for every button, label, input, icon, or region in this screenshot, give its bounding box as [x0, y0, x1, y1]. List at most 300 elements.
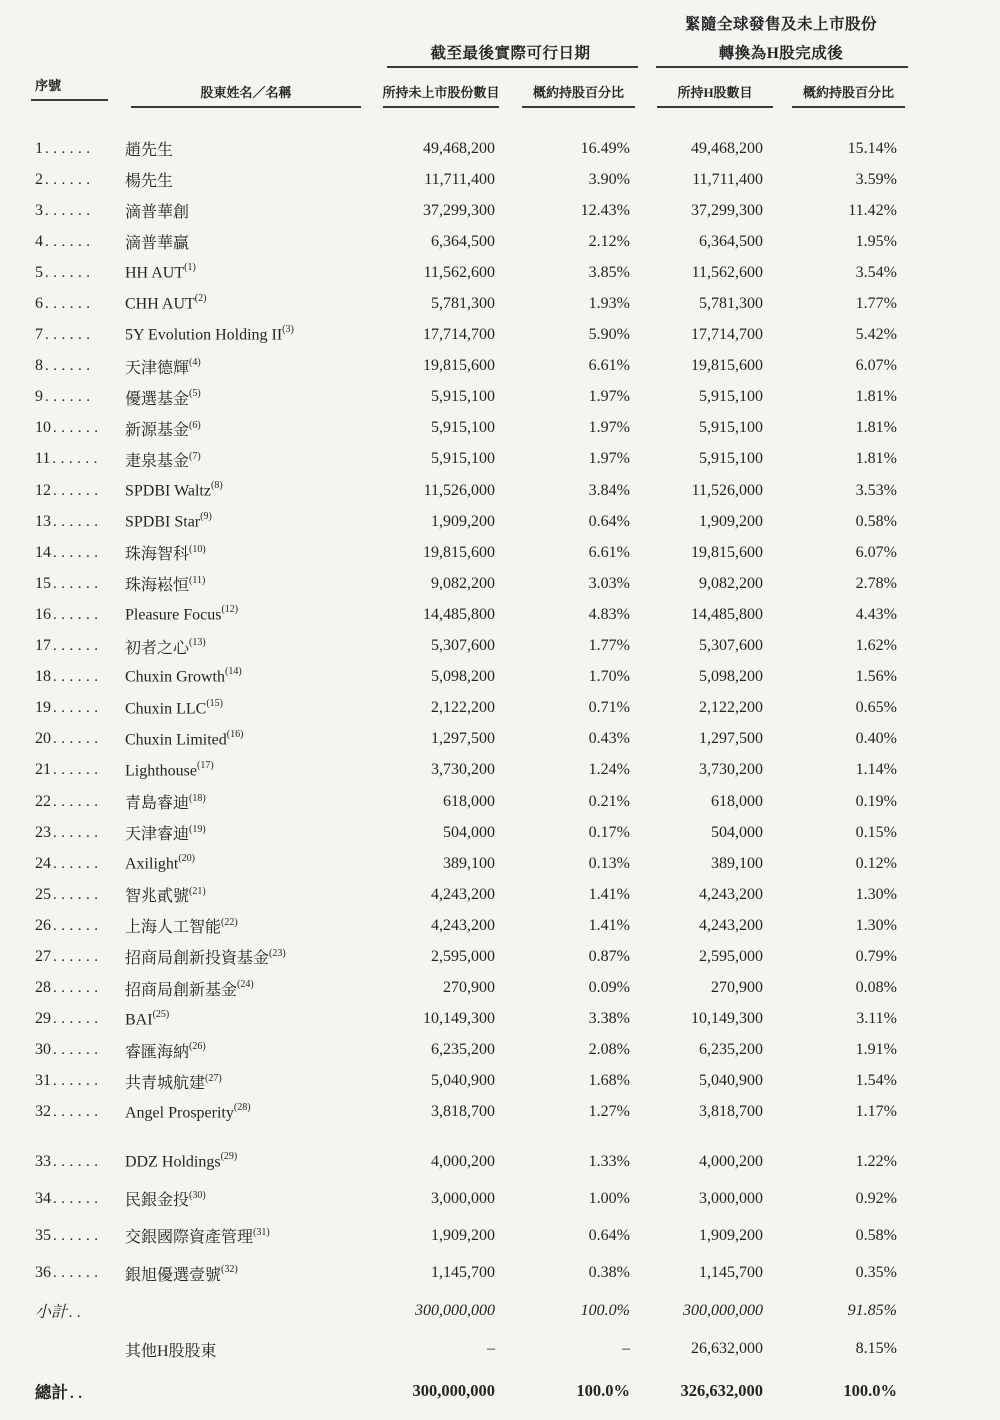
cell-pct-before: 1.70% — [588, 668, 630, 686]
cell-h-shares: 10,149,300 — [691, 1010, 763, 1028]
cell-shareholder-name: Axilight$^{(20)}$ — [125, 853, 196, 873]
cell-subtotal-label: 小計 .. — [35, 1304, 86, 1322]
cell-h-shares: 5,915,100 — [699, 419, 763, 437]
table-row — [35, 1180, 905, 1217]
cell-shareholder-name: 招商局創新投資基金$^{(23)}$ — [125, 948, 286, 968]
cell-ordinal: 29 ...... — [35, 1010, 103, 1028]
cell-pct-after: 0.19% — [855, 792, 897, 810]
cell-h-shares: 3,730,200 — [699, 761, 763, 779]
cell-pct-before: 3.03% — [588, 574, 630, 592]
cell-pct-after: 0.15% — [855, 823, 897, 841]
table-row — [35, 879, 905, 910]
group-rule-right — [656, 66, 908, 68]
cell-shareholder-name: 初者之心$^{(13)}$ — [125, 637, 206, 657]
cell-h-shares: 5,915,100 — [699, 388, 763, 406]
cell-pct-after: 3.53% — [855, 481, 897, 499]
cell-pct-after: 0.92% — [855, 1189, 897, 1207]
cell-unlisted-shares: 389,100 — [443, 854, 495, 872]
cell-shareholder-name: Chuxin Limited$^{(16)}$ — [125, 728, 244, 748]
cell-pct-after: 0.58% — [855, 1226, 897, 1244]
cell-shareholder-name: Lighthouse$^{(17)}$ — [125, 759, 214, 780]
cell-shareholder-name: 珠海智科$^{(10)}$ — [125, 543, 206, 564]
cell-ordinal: 2 ...... — [35, 170, 95, 188]
cell-shareholder-name: 共青城航建$^{(27)}$ — [125, 1072, 222, 1092]
cell-pct-after: 100.0% — [843, 1380, 897, 1400]
table-row — [35, 164, 905, 195]
cell-ordinal: 25 ...... — [35, 885, 103, 903]
table-row — [35, 413, 905, 444]
cell-h-shares: 5,781,300 — [699, 295, 763, 313]
cell-pct-before: 1.00% — [588, 1189, 630, 1207]
cell-shareholder-name: BAI$^{(25)}$ — [125, 1008, 170, 1028]
cell-ordinal: 23 ...... — [35, 823, 103, 841]
cell-unlisted-shares: 4,243,200 — [431, 916, 495, 934]
cell-ordinal: 8 ...... — [35, 357, 95, 375]
cell-ordinal: 17 ...... — [35, 637, 103, 655]
table-row — [35, 1097, 905, 1128]
footnote-superscript: (18) — [189, 792, 206, 804]
table-row — [35, 1004, 905, 1035]
cell-ordinal: 28 ...... — [35, 979, 103, 997]
cell-pct-before: 1.93% — [588, 295, 630, 313]
cell-unlisted-shares: 3,730,200 — [431, 761, 495, 779]
cell-pct-before: 1.97% — [588, 388, 630, 406]
table-row — [35, 475, 905, 506]
cell-unlisted-shares: 17,714,700 — [423, 326, 495, 344]
cell-shareholder-name: 上海人工智能$^{(22)}$ — [125, 917, 238, 937]
cell-shareholder-name: 青島睿迪$^{(18)}$ — [125, 792, 206, 813]
table-row — [35, 288, 905, 319]
cell-pct-before: 1.33% — [588, 1152, 630, 1170]
cell-h-shares: 5,098,200 — [699, 668, 763, 686]
cell-shareholder-name: Chuxin LLC$^{(15)}$ — [125, 697, 224, 717]
cell-pct-after: 15.14% — [847, 139, 897, 157]
cell-pct-before: 5.90% — [588, 326, 630, 344]
cell-ordinal: 3 ...... — [35, 201, 95, 219]
cell-unlisted-shares: 270,900 — [443, 979, 495, 997]
cell-pct-before: 0.43% — [588, 730, 630, 748]
cell-pct-after: 0.40% — [855, 730, 897, 748]
footnote-superscript: (20) — [178, 853, 196, 865]
cell-ordinal: 18 ...... — [35, 668, 103, 686]
footnote-superscript: (17) — [197, 759, 214, 771]
cell-unlisted-shares: 1,297,500 — [431, 730, 495, 748]
footnote-superscript: (8) — [210, 479, 223, 491]
cell-h-shares: 6,364,500 — [699, 232, 763, 250]
table-row — [35, 1143, 905, 1180]
cell-ordinal: 11 ...... — [35, 450, 102, 468]
cell-unlisted-shares: 2,595,000 — [431, 947, 495, 965]
cell-pct-after: 1.81% — [855, 388, 897, 406]
cell-ordinal: 36 ...... — [35, 1264, 103, 1282]
footnote-superscript: (13) — [189, 637, 206, 649]
cell-pct-before: – — [622, 1340, 630, 1358]
table-row — [35, 351, 905, 382]
cell-pct-after: 0.35% — [855, 1264, 897, 1282]
cell-pct-after: 6.07% — [855, 543, 897, 561]
cell-pct-after: 3.54% — [855, 263, 897, 281]
cell-h-shares: 300,000,000 — [683, 1301, 763, 1319]
cell-pct-before: 1.97% — [588, 419, 630, 437]
footnote-superscript: (25) — [152, 1008, 170, 1020]
cell-shareholder-name: 睿匯海納$^{(26)}$ — [125, 1041, 206, 1061]
cell-pct-after: 0.65% — [855, 699, 897, 717]
cell-ordinal: 26 ...... — [35, 916, 103, 934]
cell-pct-before: 6.61% — [588, 543, 630, 561]
cell-pct-before: 0.17% — [588, 823, 630, 841]
cell-h-shares: 11,711,400 — [692, 170, 763, 188]
footnote-superscript: (16) — [226, 728, 244, 740]
footnote-superscript: (6) — [189, 419, 201, 431]
cell-pct-after: 1.91% — [855, 1041, 897, 1059]
cell-ordinal: 7 ...... — [35, 326, 95, 344]
cell-unlisted-shares: 6,235,200 — [431, 1041, 495, 1059]
cell-pct-after: 4.43% — [855, 605, 897, 623]
cell-ordinal: 5 ...... — [35, 263, 95, 281]
cell-shareholder-name: CHH AUT$^{(2)}$ — [125, 293, 207, 313]
cell-pct-before: 1.97% — [588, 450, 630, 468]
cell-pct-before: 1.27% — [588, 1103, 630, 1121]
cell-h-shares: 270,900 — [711, 979, 763, 997]
table-row — [35, 444, 905, 475]
cell-shareholder-name: 疌泉基金$^{(7)}$ — [125, 450, 201, 470]
cell-shareholder-name: 天津睿迪$^{(19)}$ — [125, 823, 206, 844]
cell-total-label: 總計 .. — [35, 1382, 87, 1402]
cell-shareholder-name: 銀旭優選壹號$^{(32)}$ — [125, 1264, 238, 1284]
cell-pct-before: 3.38% — [588, 1010, 630, 1028]
cell-unlisted-shares: 1,909,200 — [431, 1226, 495, 1244]
table-row — [35, 382, 905, 413]
cell-h-shares: 11,526,000 — [691, 481, 763, 499]
cell-shareholder-name: 珠海崧恒$^{(11)}$ — [125, 575, 206, 595]
table-row-other-h-shareholders — [35, 1330, 905, 1369]
footnote-superscript: (3) — [282, 324, 294, 336]
cell-pct-after: 1.81% — [855, 419, 897, 437]
cell-shareholder-name: HH AUT$^{(1)}$ — [125, 262, 196, 282]
cell-pct-before: 16.49% — [580, 139, 630, 157]
cell-ordinal: 22 ...... — [35, 792, 103, 810]
cell-pct-before: 6.61% — [588, 357, 630, 375]
cell-h-shares: 618,000 — [711, 792, 763, 810]
footnote-superscript: (21) — [189, 885, 206, 897]
cell-unlisted-shares: 11,562,600 — [423, 263, 495, 281]
cell-unlisted-shares: 19,815,600 — [423, 543, 495, 561]
cell-ordinal: 20 ...... — [35, 730, 103, 748]
cell-ordinal: 9 ...... — [35, 388, 95, 406]
footnote-superscript: (26) — [189, 1041, 206, 1053]
footnote-superscript: (11) — [189, 575, 206, 587]
footnote-superscript: (28) — [233, 1101, 251, 1113]
cell-unlisted-shares: 3,000,000 — [431, 1189, 495, 1207]
cell-pct-before: 0.71% — [588, 699, 630, 717]
cell-unlisted-shares: 11,526,000 — [423, 481, 495, 499]
cell-pct-after: 1.81% — [855, 450, 897, 468]
cell-unlisted-shares: 2,122,200 — [431, 699, 495, 717]
cell-unlisted-shares: 5,307,600 — [431, 637, 495, 655]
cell-unlisted-shares: 6,364,500 — [431, 232, 495, 250]
table-row — [35, 599, 905, 630]
cell-pct-before: 3.90% — [588, 170, 630, 188]
cell-shareholder-name: 滴普華創 — [125, 204, 190, 222]
cell-ordinal: 16 ...... — [35, 605, 103, 623]
table-row-total — [35, 1369, 905, 1413]
cell-ordinal: 34 ...... — [35, 1189, 103, 1207]
cell-shareholder-name: Angel Prosperity$^{(28)}$ — [125, 1101, 251, 1122]
cell-h-shares: 14,485,800 — [691, 605, 763, 623]
cell-shareholder-name: 招商局創新基金$^{(24)}$ — [125, 979, 254, 999]
cell-pct-after: 3.11% — [856, 1010, 897, 1028]
table-row — [35, 226, 905, 257]
cell-h-shares: 37,299,300 — [691, 201, 763, 219]
cell-h-shares: 5,915,100 — [699, 450, 763, 468]
cell-pct-after: 1.54% — [855, 1072, 897, 1090]
cell-ordinal: 35 ...... — [35, 1226, 103, 1244]
cell-pct-before: 0.64% — [588, 512, 630, 530]
cell-shareholder-name: 智兆貳號$^{(21)}$ — [125, 885, 206, 906]
cell-shareholder-name: SPDBI Waltz$^{(8)}$ — [125, 479, 223, 500]
cell-h-shares: 49,468,200 — [691, 139, 763, 157]
cell-unlisted-shares: 3,818,700 — [431, 1103, 495, 1121]
cell-pct-after: 0.12% — [855, 854, 897, 872]
column-header-seq: 序號 — [31, 73, 108, 101]
footnote-superscript: (4) — [189, 357, 201, 369]
cell-pct-before: 1.68% — [588, 1072, 630, 1090]
cell-pct-after: 0.08% — [855, 979, 897, 997]
cell-h-shares: 11,562,600 — [691, 263, 763, 281]
table-row — [35, 537, 905, 568]
cell-ordinal: 12 ...... — [35, 481, 103, 499]
cell-shareholder-name: SPDBI Star$^{(9)}$ — [125, 511, 212, 531]
footnote-superscript: (12) — [221, 604, 239, 616]
cell-pct-before: 4.83% — [588, 605, 630, 623]
cell-pct-before: 0.38% — [588, 1264, 630, 1282]
footnote-superscript: (24) — [237, 979, 254, 991]
cell-pct-after: 5.42% — [855, 326, 897, 344]
cell-shareholder-name: 優選基金$^{(5)}$ — [125, 388, 201, 408]
cell-ordinal: 6 ...... — [35, 295, 95, 313]
cell-pct-after: 1.22% — [855, 1152, 897, 1170]
footnote-superscript: (30) — [189, 1189, 206, 1201]
footnote-superscript: (14) — [225, 666, 242, 678]
footnote-superscript: (10) — [189, 543, 206, 555]
cell-pct-after: 1.62% — [855, 637, 897, 655]
footnote-superscript: (29) — [220, 1150, 238, 1162]
column-header-shareholder-name: 股東姓名／名稱 — [131, 73, 361, 108]
footnote-superscript: (22) — [221, 917, 238, 929]
cell-h-shares: 26,632,000 — [691, 1340, 763, 1358]
cell-pct-before: 0.21% — [588, 792, 630, 810]
cell-unlisted-shares: 5,040,900 — [431, 1072, 495, 1090]
cell-h-shares: 4,000,200 — [699, 1152, 763, 1170]
cell-h-shares: 4,243,200 — [699, 916, 763, 934]
cell-unlisted-shares: 5,915,100 — [431, 388, 495, 406]
cell-shareholder-name: 民銀金投$^{(30)}$ — [125, 1189, 206, 1210]
cell-shareholder-name: 滴普華贏 — [125, 235, 190, 253]
cell-pct-after: 91.85% — [847, 1301, 897, 1319]
cell-h-shares: 1,909,200 — [699, 1226, 763, 1244]
cell-ordinal: 15 ...... — [35, 574, 103, 592]
column-header-pct-after: 概約持股百分比 — [792, 73, 905, 108]
cell-pct-after: 1.77% — [855, 295, 897, 313]
table-row — [35, 786, 905, 817]
cell-h-shares: 1,145,700 — [699, 1264, 763, 1282]
cell-unlisted-shares: 5,781,300 — [431, 295, 495, 313]
cell-pct-after: 0.79% — [855, 947, 897, 965]
cell-unlisted-shares: 1,909,200 — [431, 512, 495, 530]
cell-pct-after: 1.56% — [855, 668, 897, 686]
cell-pct-after: 1.14% — [855, 761, 897, 779]
cell-h-shares: 4,243,200 — [699, 885, 763, 903]
cell-pct-after: 0.58% — [855, 512, 897, 530]
table-row — [35, 817, 905, 848]
cell-unlisted-shares: 504,000 — [443, 823, 495, 841]
footnote-superscript: (5) — [189, 388, 201, 400]
cell-ordinal: 14 ...... — [35, 543, 103, 561]
cell-ordinal: 32 ...... — [35, 1103, 103, 1121]
cell-h-shares: 2,595,000 — [699, 947, 763, 965]
cell-pct-after: 1.17% — [855, 1103, 897, 1121]
cell-unlisted-shares: 9,082,200 — [431, 574, 495, 592]
cell-pct-after: 1.30% — [855, 916, 897, 934]
table-row — [35, 1066, 905, 1097]
cell-pct-before: 2.12% — [588, 232, 630, 250]
cell-ordinal: 19 ...... — [35, 699, 103, 717]
cell-pct-after: 3.59% — [855, 170, 897, 188]
table-row-subtotal — [35, 1292, 905, 1330]
cell-h-shares: 326,632,000 — [680, 1380, 763, 1400]
cell-unlisted-shares: 300,000,000 — [412, 1380, 495, 1400]
table-row — [35, 755, 905, 786]
cell-h-shares: 17,714,700 — [691, 326, 763, 344]
footnote-superscript: (15) — [206, 697, 224, 709]
column-header-pct-before: 概約持股百分比 — [522, 73, 635, 108]
cell-h-shares: 5,040,900 — [699, 1072, 763, 1090]
cell-unlisted-shares: 14,485,800 — [423, 605, 495, 623]
footnote-superscript: (19) — [189, 823, 206, 835]
cell-pct-before: 1.77% — [588, 637, 630, 655]
cell-shareholder-name: Chuxin Growth$^{(14)}$ — [125, 666, 242, 686]
footnote-superscript: (23) — [269, 948, 286, 960]
cell-shareholder-name: Pleasure Focus$^{(12)}$ — [125, 604, 239, 624]
cell-pct-before: 12.43% — [580, 201, 630, 219]
cell-pct-before: 1.41% — [588, 885, 630, 903]
footnote-superscript: (27) — [205, 1072, 222, 1084]
cell-h-shares: 3,818,700 — [699, 1103, 763, 1121]
group-header-post-offering-line1: 緊隨全球發售及未上市股份 — [684, 16, 877, 33]
cell-unlisted-shares: – — [487, 1340, 495, 1358]
table-row — [35, 568, 905, 599]
cell-pct-before: 100.0% — [576, 1380, 630, 1400]
cell-h-shares: 6,235,200 — [699, 1041, 763, 1059]
cell-pct-before: 1.24% — [588, 761, 630, 779]
cell-unlisted-shares: 11,711,400 — [424, 170, 495, 188]
cell-pct-before: 0.13% — [588, 854, 630, 872]
cell-unlisted-shares: 4,243,200 — [431, 885, 495, 903]
group-header-latest-practicable-date: 截至最後實際可行日期 — [430, 45, 591, 62]
footnote-superscript: (2) — [194, 293, 207, 305]
cell-unlisted-shares: 4,000,200 — [431, 1152, 495, 1170]
group-header-post-offering-line2: 轉換為H股完成後 — [718, 45, 844, 62]
cell-ordinal: 4 ...... — [35, 232, 95, 250]
cell-pct-after: 8.15% — [855, 1340, 897, 1358]
footnote-superscript: (32) — [221, 1264, 238, 1276]
cell-unlisted-shares: 5,915,100 — [431, 419, 495, 437]
cell-unlisted-shares: 618,000 — [443, 792, 495, 810]
table-row — [35, 941, 905, 972]
cell-shareholder-name: 其他H股股東 — [125, 1342, 217, 1360]
table-row — [35, 973, 905, 1004]
cell-unlisted-shares: 19,815,600 — [423, 357, 495, 375]
table-row — [35, 910, 905, 941]
cell-ordinal: 27 ...... — [35, 947, 103, 965]
cell-h-shares: 3,000,000 — [699, 1189, 763, 1207]
footnote-superscript: (1) — [184, 262, 196, 274]
cell-h-shares: 504,000 — [711, 823, 763, 841]
cell-unlisted-shares: 300,000,000 — [415, 1301, 495, 1319]
table-row — [35, 1035, 905, 1066]
cell-pct-after: 2.78% — [855, 574, 897, 592]
cell-shareholder-name: 交銀國際資產管理$^{(31)}$ — [125, 1227, 270, 1247]
cell-pct-after: 1.30% — [855, 885, 897, 903]
table-row — [35, 693, 905, 724]
table-row — [35, 257, 905, 288]
cell-h-shares: 1,297,500 — [699, 730, 763, 748]
cell-shareholder-name: DDZ Holdings$^{(29)}$ — [125, 1150, 238, 1171]
table-row — [35, 195, 905, 226]
cell-h-shares: 19,815,600 — [691, 357, 763, 375]
cell-ordinal: 30 ...... — [35, 1041, 103, 1059]
cell-pct-before: 1.41% — [588, 916, 630, 934]
table-row — [35, 724, 905, 755]
cell-shareholder-name: 5Y Evolution Holding II$^{(3)}$ — [125, 324, 294, 344]
table-body — [35, 133, 905, 1413]
cell-pct-before: 0.09% — [588, 979, 630, 997]
cell-h-shares: 19,815,600 — [691, 543, 763, 561]
cell-unlisted-shares: 1,145,700 — [431, 1264, 495, 1282]
cell-unlisted-shares: 37,299,300 — [423, 201, 495, 219]
table-row — [35, 662, 905, 693]
table-row — [35, 848, 905, 879]
cell-pct-before: 2.08% — [588, 1041, 630, 1059]
table-row — [35, 506, 905, 537]
footnote-superscript: (9) — [200, 511, 212, 522]
cell-h-shares: 5,307,600 — [699, 637, 763, 655]
cell-pct-before: 100.0% — [580, 1301, 630, 1319]
cell-pct-after: 6.07% — [855, 357, 897, 375]
cell-unlisted-shares: 5,915,100 — [431, 450, 495, 468]
cell-ordinal: 33 ...... — [35, 1152, 103, 1170]
cell-ordinal: 1 ...... — [35, 139, 95, 157]
cell-ordinal: 31 ...... — [35, 1072, 103, 1090]
cell-h-shares: 2,122,200 — [699, 699, 763, 717]
column-header-h-shares: 所持H股數目 — [657, 73, 773, 108]
cell-pct-before: 0.64% — [588, 1226, 630, 1244]
cell-h-shares: 9,082,200 — [699, 574, 763, 592]
cell-unlisted-shares: 49,468,200 — [423, 139, 495, 157]
cell-shareholder-name: 新源基金$^{(6)}$ — [125, 419, 201, 439]
cell-unlisted-shares: 10,149,300 — [423, 1010, 495, 1028]
cell-pct-before: 3.85% — [588, 263, 630, 281]
cell-shareholder-name: 天津德輝$^{(4)}$ — [125, 357, 201, 377]
table-row — [35, 133, 905, 164]
cell-ordinal: 21 ...... — [35, 761, 103, 779]
cell-unlisted-shares: 5,098,200 — [431, 668, 495, 686]
table-row — [35, 320, 905, 351]
cell-ordinal: 13 ...... — [35, 512, 103, 530]
group-rule-left — [387, 66, 638, 68]
cell-shareholder-name: 楊先生 — [125, 173, 174, 191]
cell-pct-after: 11.42% — [848, 201, 897, 219]
